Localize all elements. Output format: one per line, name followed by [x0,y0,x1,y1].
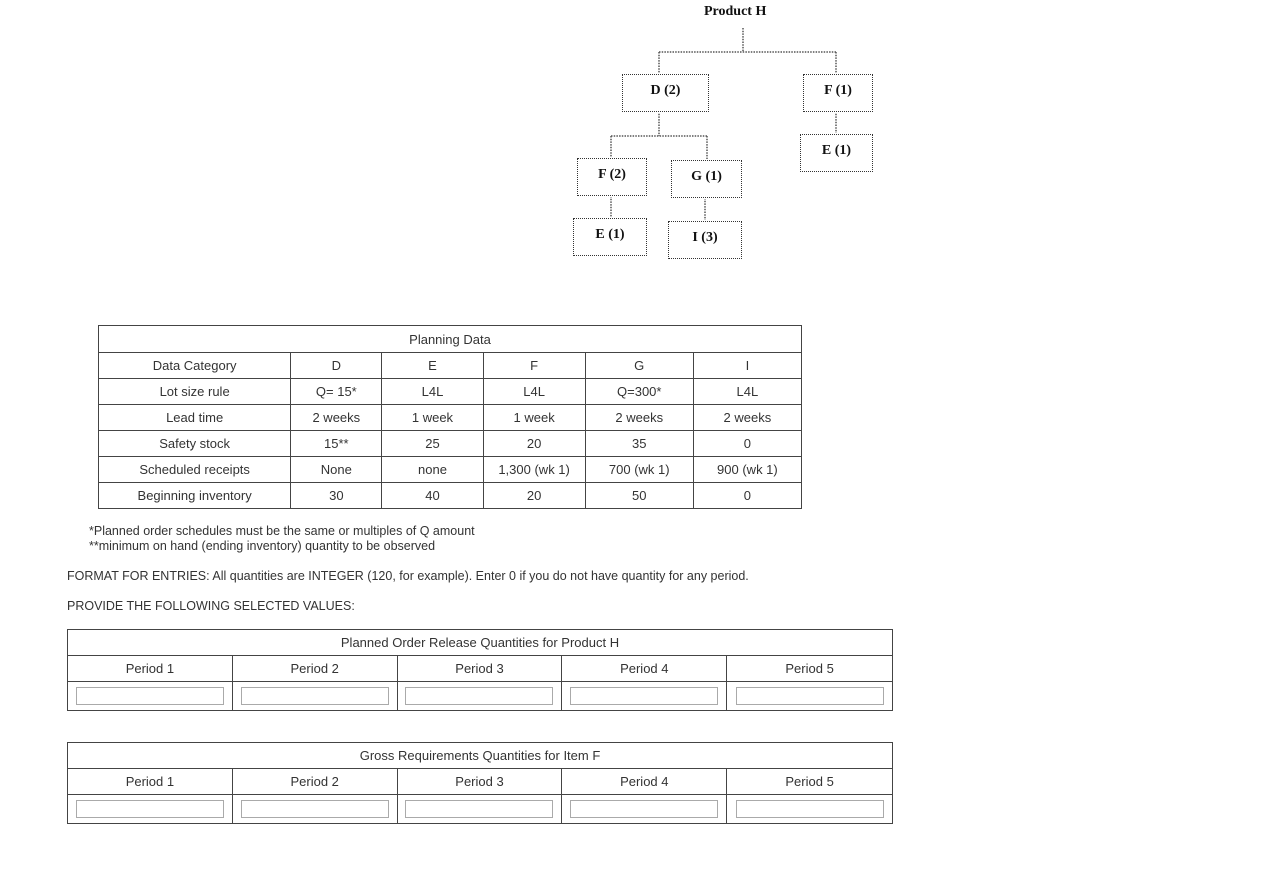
por-period-3-input[interactable] [405,687,553,705]
period-header: Period 3 [397,656,562,682]
table-cell: L4L [382,379,483,405]
tree-node-e-low-label: E (1) [595,227,625,242]
table-cell: 40 [382,483,483,509]
por-table-title: Planned Order Release Quantities for Product H [68,630,893,656]
planning-title-row [99,326,802,353]
format-instructions: FORMAT FOR ENTRIES: All quantities are INTEGER (120, for example). Enter 0 if you do not have quantity for any period. [67,569,749,583]
planning-data-table [98,325,802,509]
header-cell: D [291,353,382,379]
table-cell: Lead time [99,405,291,431]
gr-table-title: Gross Requirements Quantities for Item F [68,743,893,769]
footnote-q-multiple: *Planned order schedules must be the same or multiples of Q amount [89,524,475,538]
table-cell: Q= 15* [291,379,382,405]
table-cell: 1 week [382,405,483,431]
por-period-5-input[interactable] [736,687,884,705]
table-cell: 20 [483,431,585,457]
period-header: Period 1 [68,769,233,795]
table-row [99,431,802,457]
table-cell: none [382,457,483,483]
table-cell: Beginning inventory [99,483,291,509]
table-row [99,379,802,405]
table-cell: None [291,457,382,483]
tree-node-f-mid-label: F (2) [598,167,626,182]
table-cell: 1 week [483,405,585,431]
table-cell: 1,300 (wk 1) [483,457,585,483]
table-cell: 25 [382,431,483,457]
por-period-4-input[interactable] [570,687,718,705]
tree-node-d [622,74,709,112]
planning-header-row [99,353,802,379]
tree-node-g [671,160,742,198]
table-cell: L4L [693,379,801,405]
header-cell: I [693,353,801,379]
tree-node-f-top-label: F (1) [824,83,852,98]
period-header: Period 1 [68,656,233,682]
input-cell [68,682,233,711]
table-cell: 2 weeks [585,405,693,431]
gr-title-row [68,743,893,769]
input-cell [232,682,397,711]
table-cell: L4L [483,379,585,405]
tree-node-i-label: I (3) [692,230,718,245]
period-header: Period 2 [232,656,397,682]
gr-period-3-input[interactable] [405,800,553,818]
planning-table-title: Planning Data [99,326,802,353]
table-cell: 20 [483,483,585,509]
table-cell: 0 [693,431,801,457]
input-cell [727,795,893,824]
gr-period-1-input[interactable] [76,800,224,818]
table-cell: Lot size rule [99,379,291,405]
input-cell [68,795,233,824]
table-cell: Q=300* [585,379,693,405]
planned-order-release-table [67,629,893,711]
por-title-row [68,630,893,656]
table-cell: 900 (wk 1) [693,457,801,483]
header-cell: F [483,353,585,379]
root-product-label: Product H [704,4,767,19]
input-cell [232,795,397,824]
table-cell: 2 weeks [291,405,382,431]
table-cell: 0 [693,483,801,509]
table-cell: 50 [585,483,693,509]
input-cell [727,682,893,711]
header-cell: Data Category [99,353,291,379]
period-header: Period 5 [727,769,893,795]
tree-node-f-mid [577,158,647,196]
table-cell: Safety stock [99,431,291,457]
input-cell [397,682,562,711]
tree-node-e-top [800,134,873,172]
por-period-1-input[interactable] [76,687,224,705]
tree-node-d-label: D (2) [650,83,681,98]
header-cell: G [585,353,693,379]
tree-node-i [668,221,742,259]
input-cell [562,682,727,711]
header-cell: E [382,353,483,379]
por-input-row [68,682,893,711]
table-row [99,457,802,483]
tree-node-g-label: G (1) [691,169,722,184]
tree-node-e-top-label: E (1) [821,143,852,158]
table-cell: 700 (wk 1) [585,457,693,483]
gr-period-4-input[interactable] [570,800,718,818]
table-cell: 2 weeks [693,405,801,431]
gross-requirements-table [67,742,893,824]
table-cell: 30 [291,483,382,509]
gr-period-row [68,769,893,795]
gr-period-5-input[interactable] [736,800,884,818]
period-header: Period 3 [397,769,562,795]
period-header: Period 2 [232,769,397,795]
gr-period-2-input[interactable] [241,800,389,818]
period-header: Period 4 [562,656,727,682]
period-header: Period 4 [562,769,727,795]
period-header: Period 5 [727,656,893,682]
gr-input-row [68,795,893,824]
table-row [99,483,802,509]
product-structure-tree [0,0,1269,270]
table-cell: 35 [585,431,693,457]
tree-node-f-top [803,74,873,112]
table-row [99,405,802,431]
table-cell: 15** [291,431,382,457]
input-cell [562,795,727,824]
input-cell [397,795,562,824]
tree-node-e-low [573,218,647,256]
por-period-2-input[interactable] [241,687,389,705]
por-period-row [68,656,893,682]
table-cell: Scheduled receipts [99,457,291,483]
provide-values-heading: PROVIDE THE FOLLOWING SELECTED VALUES: [67,599,355,613]
footnote-safety-stock: **minimum on hand (ending inventory) quantity to be observed [89,539,436,553]
